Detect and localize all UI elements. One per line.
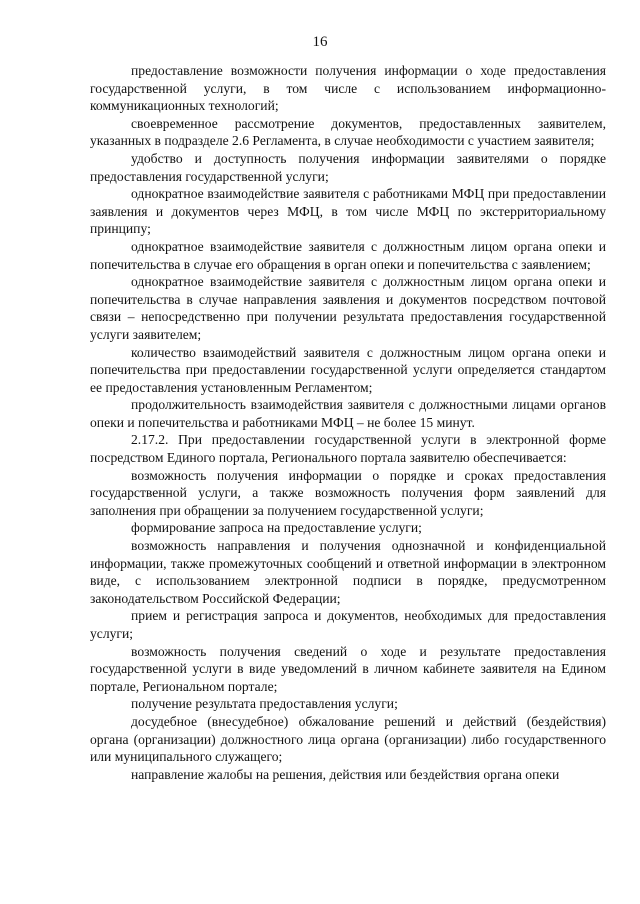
- paragraph: досудебное (внесудебное) обжалование решений и действий (бездействия) органа (организации) должностного лица органа (организации) либо государственного или муниципального служащего;: [90, 713, 606, 765]
- paragraph: количество взаимодействий заявителя с должностным лицом органа опеки и попечительства при предоставлении государственной услуги определяется стандартом ее предоставления установленным Регламентом;: [90, 344, 606, 395]
- paragraph: своевременное рассмотрение документов, предоставленных заявителем, указанных в подразделе 2.6 Регламента, в случае необходимости с участием заявителя;: [90, 115, 606, 149]
- paragraph: удобство и доступность получения информации заявителями о порядке предоставления государственной услуги;: [90, 150, 606, 184]
- paragraph: однократное взаимодействие заявителя с должностным лицом органа опеки и попечительства в случае его обращения в орган опеки и попечительства с заявлением;: [90, 238, 606, 272]
- paragraph: однократное взаимодействие заявителя с должностным лицом органа опеки и попечительства в случае направления заявления и документов посредством почтовой связи – непосредственно при получении результата предоставления государственной услуги заявителем;: [90, 274, 606, 342]
- paragraph: прием и регистрация запроса и документов, необходимых для предоставления услуги;: [90, 608, 606, 641]
- paragraph: получение результата предоставления услуги;: [131, 696, 398, 712]
- paragraph: направление жалобы на решения, действия или бездействия органа опеки: [131, 766, 560, 782]
- paragraph: формирование запроса на предоставление услуги;: [131, 520, 422, 536]
- paragraph: возможность получения сведений о ходе и результате предоставления государственной услуги в виде уведомлений в личном кабинете заявителя на Едином портале, Региональном портале;: [90, 643, 606, 694]
- paragraph: возможность получения информации о порядке и сроках предоставления государственной услуги, а также возможность получения форм заявлений для заполнения при обращении за получением государственной услуги;: [90, 467, 606, 518]
- paragraph: продолжительность взаимодействия заявителя с должностными лицами органов опеки и попечительства и работниками МФЦ – не более 15 минут.: [90, 397, 606, 430]
- paragraph: предоставление возможности получения информации о ходе предоставления государственной услуги, в том числе с использованием информационно-коммуникационных технологий;: [90, 63, 606, 114]
- page-number: 16: [312, 34, 328, 50]
- paragraph: возможность направления и получения однозначной и конфиденциальной информации, также промежуточных сообщений и ответной информации в электронном виде, с использованием электронной подписи в порядке, предусмотренном законодательством Российской Федерации;: [90, 538, 606, 606]
- section-paragraph: 2.17.2. При предоставлении государственной услуги в электронной форме посредством Единого портала, Регионального портала заявителю обеспечивается:: [90, 432, 606, 466]
- paragraph: однократное взаимодействие заявителя с работниками МФЦ при предоставлении заявления и документов через МФЦ, в том числе МФЦ по экстерриториальному принципу;: [90, 186, 606, 237]
- document-body: [90, 62, 606, 783]
